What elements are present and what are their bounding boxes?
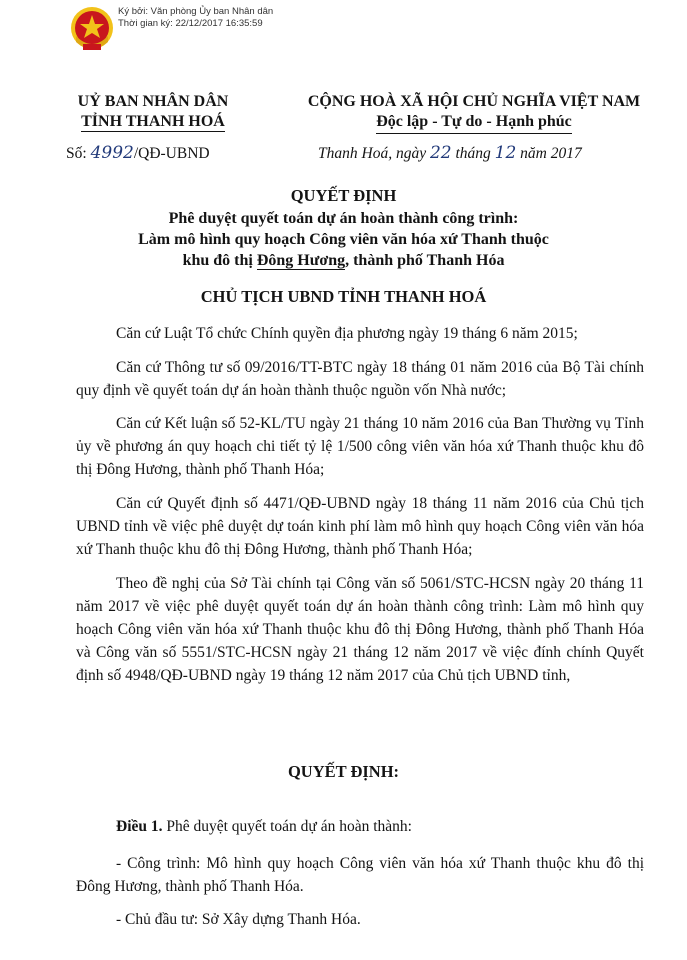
- date-mid: tháng: [451, 145, 495, 162]
- decision-heading: QUYẾT ĐỊNH:: [287, 762, 400, 781]
- handwritten-day: 22: [429, 143, 452, 163]
- signed-time-text: Thời gian ký: 22/12/2017 16:35:59: [118, 18, 263, 29]
- national-motto: Độc lập - Tự do - Hạnh phúc: [376, 112, 572, 134]
- document-title: [60, 186, 627, 271]
- nation-name: CỘNG HOÀ XÃ HỘI CHỦ NGHĨA VIỆT NAM: [307, 93, 641, 110]
- date-suffix: năm 2017: [516, 145, 582, 162]
- issuing-authority: [50, 92, 256, 132]
- title-line-3-pre: khu đô thị: [182, 252, 257, 269]
- national-header: [284, 92, 664, 134]
- list-item: [76, 908, 644, 931]
- handwritten-month: 12: [494, 143, 517, 163]
- paragraph-text: Căn cứ Quyết định số 4471/QĐ-UBND ngày 18 tháng 11 năm 2016 của Chủ tịch UBND tỉnh về việc phê duyệt dự toán kinh phí làm mô hình quy hoạch Công viên văn hóa xứ Thanh thuộc khu đô thị Đông Hương, thành phố Thanh Hóa;: [76, 495, 644, 558]
- number-suffix: /QĐ-UBND: [133, 145, 210, 162]
- date-prefix: Thanh Hoá, ngày: [318, 145, 430, 162]
- article-1: [116, 818, 412, 836]
- national-emblem-icon: [68, 4, 116, 56]
- legal-basis-paragraph: [76, 412, 644, 481]
- paragraph-text: Căn cứ Luật Tổ chức Chính quyền địa phương ngày 19 tháng 6 năm 2015;: [116, 325, 578, 342]
- paragraph-text: Căn cứ Thông tư số 09/2016/TT-BTC ngày 18 tháng 01 năm 2016 của Bộ Tài chính quy định về quyết toán dự án hoàn thành thuộc nguồn vốn Nhà nước;: [76, 359, 644, 399]
- handwritten-number: 4992: [90, 143, 134, 163]
- title-line-3-underlined: Đông Hương: [256, 252, 346, 269]
- document-number: [66, 143, 210, 163]
- legal-basis-paragraph: [76, 492, 644, 561]
- item-text: - Chủ đầu tư: Sở Xây dựng Thanh Hóa.: [116, 911, 361, 928]
- proposal-paragraph: [76, 572, 644, 687]
- legal-basis-paragraph: [76, 356, 644, 402]
- title-main: QUYẾT ĐỊNH: [290, 186, 397, 205]
- paragraph-text: Căn cứ Kết luận số 52-KL/TU ngày 21 tháng 10 năm 2016 của Ban Thường vụ Tỉnh ủy về phương án quy hoạch chi tiết tỷ lệ 1/500 công viên văn hóa xứ Thanh thuộc khu đô thị Đông Hương, thành phố Thanh Hóa;: [76, 415, 644, 478]
- title-line-1: Phê duyệt quyết toán dự án hoàn thành công trình:: [168, 210, 519, 227]
- org-line-2: TỈNH THANH HOÁ: [81, 113, 225, 130]
- digital-signature-stamp: [68, 4, 388, 56]
- number-prefix: Số:: [66, 145, 91, 162]
- signed-by-text: Ký bởi: Văn phòng Ủy ban Nhân dân: [118, 6, 274, 17]
- authority-heading: CHỦ TỊCH UBND TỈNH THANH HOÁ: [200, 287, 487, 306]
- legal-basis-paragraph: [76, 322, 644, 345]
- title-line-2: Làm mô hình quy hoạch Công viên văn hóa xứ Thanh thuộc: [138, 231, 549, 248]
- article-1-label: Điều 1.: [116, 818, 163, 835]
- org-line-1: UỶ BAN NHÂN DÂN: [77, 93, 229, 110]
- title-line-3-post: , thành phố Thanh Hóa: [345, 252, 505, 269]
- item-text: - Công trình: Mô hình quy hoạch Công viên văn hóa xứ Thanh thuộc khu đô thị Đông Hương, thành phố Thanh Hóa.: [76, 855, 644, 895]
- document-date: [318, 143, 582, 163]
- paragraph-text: Theo đề nghị của Sở Tài chính tại Công văn số 5061/STC-HCSN ngày 20 tháng 11 năm 2017 về việc phê duyệt quyết toán dự án hoàn thành công trình: Làm mô hình quy hoạch Công viên văn hóa xứ Thanh thuộc khu đô thị Đông Hương, thành phố Thanh Hóa và Công văn số 5551/STC-HCSN ngày 21 tháng 12 năm 2017 về việc đính chính Quyết định số 4948/QĐ-UBND ngày 19 tháng 12 năm 2017 của Chủ tịch UBND tỉnh,: [76, 575, 644, 684]
- title-line-3: [60, 250, 627, 271]
- article-1-text: Phê duyệt quyết toán dự án hoàn thành:: [162, 818, 412, 835]
- list-item: [76, 852, 644, 898]
